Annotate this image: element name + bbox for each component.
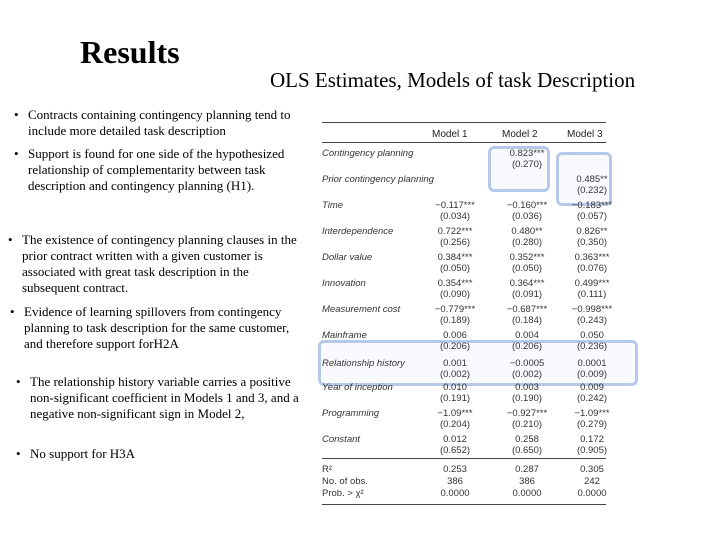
coef-model-1: 0.354*** — [437, 278, 473, 289]
se-model-1: (0.652) — [439, 445, 471, 456]
coef-model-2: 0.480** — [511, 226, 543, 237]
se-model-1: (0.002) — [439, 369, 471, 380]
coef-model-3: 0.0001 — [577, 358, 607, 369]
coef-model-3: 0.050 — [580, 330, 604, 341]
coef-model-1: 0.010 — [443, 382, 467, 393]
se-model-1: (0.034) — [439, 211, 471, 222]
row-label: Dollar value — [322, 252, 373, 263]
row-label: Mainframe — [322, 330, 367, 341]
coef-model-2: −0.687*** — [506, 304, 548, 315]
coef-model-1: 0.001 — [443, 358, 467, 369]
regression-table — [322, 122, 613, 510]
se-model-1: (0.050) — [439, 263, 471, 274]
se-model-3: (0.242) — [576, 393, 608, 404]
coef-model-2: −0.160*** — [506, 200, 548, 211]
se-model-2: (0.050) — [511, 263, 543, 274]
stat-label: No. of obs. — [322, 476, 368, 487]
slide-subtitle: OLS Estimates, Models of task Description — [270, 68, 636, 92]
row-label: Interdependence — [322, 226, 394, 237]
se-model-2: (0.280) — [511, 237, 543, 248]
se-model-3: (0.243) — [576, 315, 608, 326]
table-header-rule — [322, 142, 606, 143]
row-label: Relationship history — [322, 358, 405, 369]
se-model-1: (0.189) — [439, 315, 471, 326]
coef-model-2: 0.823*** — [509, 148, 545, 159]
se-model-2: (0.206) — [511, 341, 543, 352]
bullet-3: • The existence of contingency planning clauses in the prior contract written with a given customer is associated with great task description in the subsequent contract. — [8, 232, 307, 296]
se-model-1: (0.204) — [439, 419, 471, 430]
header-model-1: Model 1 — [432, 129, 468, 140]
row-label: Innovation — [322, 278, 366, 289]
coef-model-3: −1.09*** — [574, 408, 610, 419]
stat-model-2: 0.0000 — [512, 488, 542, 499]
se-model-3: (0.236) — [576, 341, 608, 352]
coef-model-3: 0.363*** — [574, 252, 610, 263]
row-label: Programming — [322, 408, 380, 419]
coef-model-3: 0.499*** — [574, 278, 610, 289]
se-model-3: (0.009) — [576, 369, 608, 380]
stat-model-2: 386 — [519, 476, 535, 487]
coef-model-1: 0.006 — [443, 330, 467, 341]
table-bottom-rule — [322, 504, 606, 505]
row-label: Contingency planning — [322, 148, 414, 159]
row-label: Year of inception — [322, 382, 393, 393]
coef-model-3: 0.485** — [576, 174, 608, 185]
coef-model-2: 0.003 — [515, 382, 539, 393]
se-model-1: (0.206) — [439, 341, 471, 352]
header-model-2: Model 2 — [502, 129, 538, 140]
coef-model-1: 0.012 — [443, 434, 467, 445]
stat-model-1: 386 — [447, 476, 463, 487]
se-model-2: (0.036) — [511, 211, 543, 222]
slide-title: Results — [80, 34, 180, 70]
stat-model-3: 242 — [584, 476, 600, 487]
se-model-3: (0.350) — [576, 237, 608, 248]
se-model-3: (0.076) — [576, 263, 608, 274]
coef-model-3: −0.998*** — [571, 304, 613, 315]
se-model-1: (0.256) — [439, 237, 471, 248]
coef-model-3: −0.183*** — [571, 200, 613, 211]
coef-model-2: −0.927*** — [506, 408, 548, 419]
se-model-2: (0.210) — [511, 419, 543, 430]
coef-model-2: 0.258 — [515, 434, 539, 445]
stat-model-3: 0.0000 — [577, 488, 607, 499]
row-label: Constant — [322, 434, 361, 445]
se-model-2: (0.650) — [511, 445, 543, 456]
stat-model-3: 0.305 — [580, 464, 604, 475]
coef-model-1: 0.384*** — [437, 252, 473, 263]
se-model-2: (0.270) — [511, 159, 543, 170]
se-model-2: (0.184) — [511, 315, 543, 326]
coef-model-2: 0.004 — [515, 330, 539, 341]
se-model-2: (0.002) — [511, 369, 543, 380]
stat-model-2: 0.287 — [515, 464, 539, 475]
header-model-3: Model 3 — [567, 129, 603, 140]
se-model-2: (0.190) — [511, 393, 543, 404]
coef-model-1: 0.722*** — [437, 226, 473, 237]
se-model-3: (0.111) — [577, 289, 607, 300]
stat-label: Prob. > χ² — [322, 488, 364, 499]
se-model-3: (0.279) — [576, 419, 608, 430]
bullet-2: • Support is found for one side of the hypothesized relationship of complementarity between task description and contingency planning (H1). — [14, 146, 298, 194]
bullet-4: • Evidence of learning spillovers from contingency planning to task description for the same customer, and therefore support forH2A — [10, 304, 309, 352]
se-model-3: (0.057) — [576, 211, 608, 222]
coef-model-2: −0.0005 — [509, 358, 545, 369]
coef-model-1: −0.779*** — [434, 304, 476, 315]
se-model-1: (0.191) — [439, 393, 471, 404]
coef-model-3: 0.826** — [576, 226, 608, 237]
row-label: Time — [322, 200, 344, 211]
table-stats-rule — [322, 458, 606, 459]
coef-model-1: −0.117*** — [435, 200, 475, 211]
se-model-1: (0.090) — [439, 289, 471, 300]
se-model-3: (0.905) — [576, 445, 608, 456]
se-model-3: (0.232) — [576, 185, 608, 196]
coef-model-3: 0.172 — [580, 434, 604, 445]
stat-model-1: 0.253 — [443, 464, 467, 475]
bullet-5: • The relationship history variable carries a positive non-significant coefficient in Models 1 and 3, and a negative non-significant sign in Model 2, — [16, 374, 305, 422]
bullet-6: • No support for H3A — [16, 446, 300, 462]
coef-model-2: 0.352*** — [509, 252, 545, 263]
row-label: Measurement cost — [322, 304, 401, 315]
row-label: Prior contingency planning — [322, 174, 434, 185]
bullet-1: • Contracts containing contingency planning tend to include more detailed task description — [14, 107, 318, 139]
stat-label: R² — [322, 464, 333, 475]
coef-model-2: 0.364*** — [509, 278, 545, 289]
se-model-2: (0.091) — [511, 289, 543, 300]
coef-model-1: −1.09*** — [437, 408, 473, 419]
coef-model-3: 0.009 — [580, 382, 604, 393]
table-top-rule — [322, 122, 606, 123]
stat-model-1: 0.0000 — [440, 488, 470, 499]
